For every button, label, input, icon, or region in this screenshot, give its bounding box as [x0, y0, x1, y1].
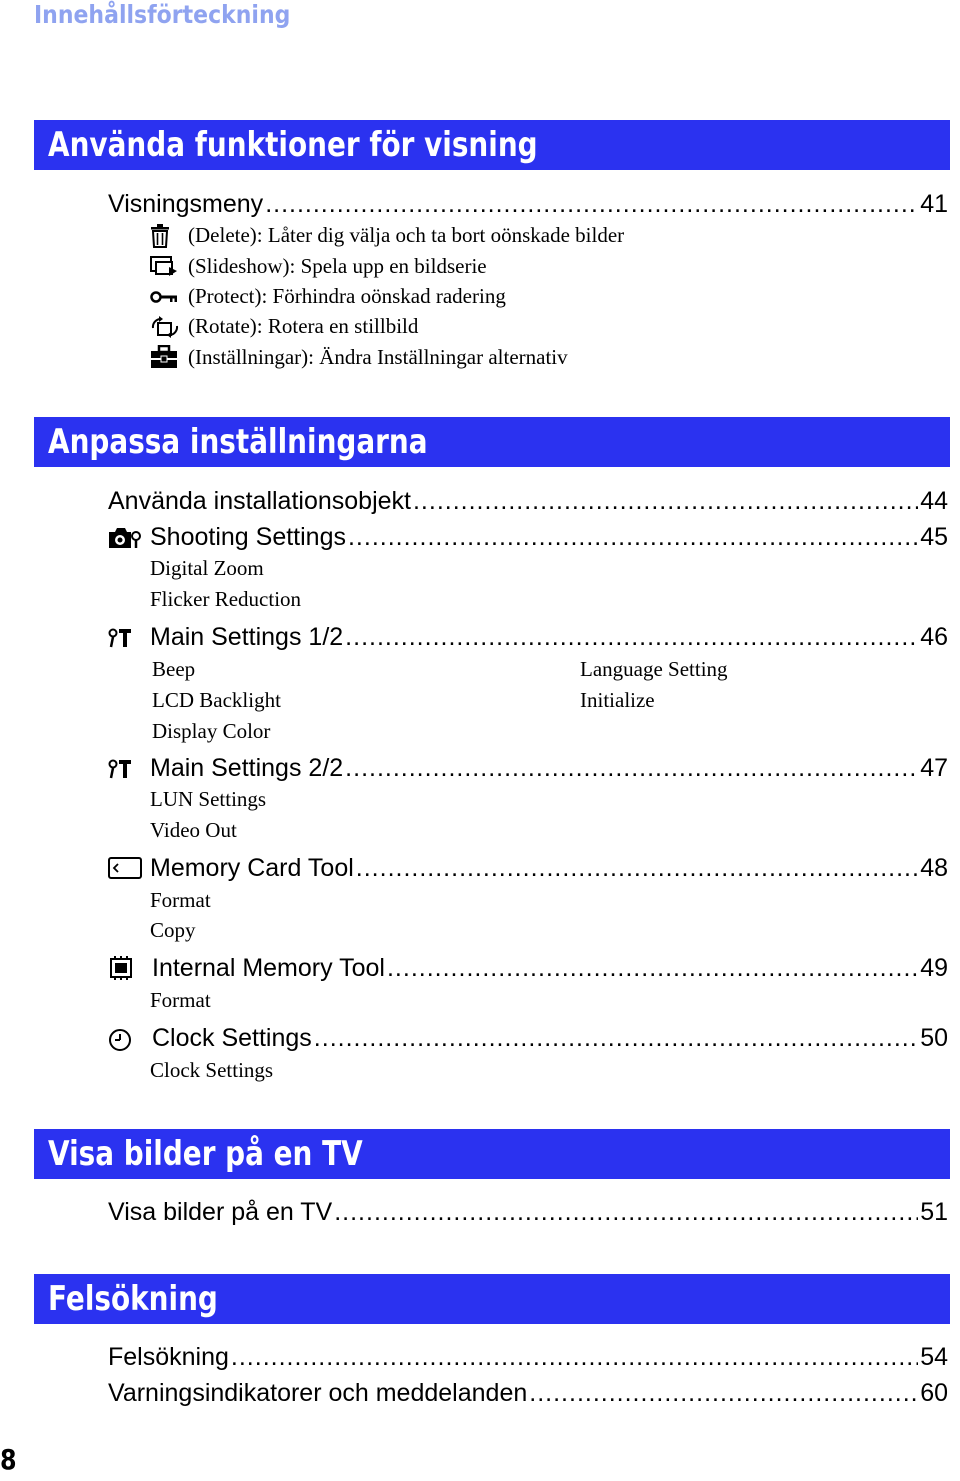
toc-entry-main-settings-1[interactable] [150, 619, 948, 655]
toolbox-icon [150, 345, 178, 369]
leader-dots [345, 623, 918, 652]
entry-page-number: 60 [920, 1378, 948, 1407]
section-title: Felsökning [48, 1279, 218, 1319]
entry-page-number: 44 [920, 486, 948, 515]
toc-entry-varningsindikatorer[interactable] [108, 1375, 948, 1411]
sub-item: Digital Zoom [150, 556, 264, 580]
menu-item-slideshow: (Slideshow): Spela upp en bildserie [188, 254, 487, 278]
sub-item: Initialize [580, 688, 655, 712]
section-header-viewing [34, 120, 950, 170]
entry-page-number: 48 [920, 853, 948, 882]
section-title: Använda funktioner för visning [48, 125, 538, 165]
entry-label: Main Settings 2/2 [150, 753, 344, 782]
leader-dots [356, 854, 918, 883]
entry-page-number: 50 [920, 1023, 948, 1052]
toc-entry-internal-memory-tool[interactable] [152, 950, 948, 986]
toc-entry-main-settings-2[interactable] [150, 750, 948, 786]
entry-label: Visningsmeny [108, 189, 264, 218]
entry-label: Main Settings 1/2 [150, 622, 344, 651]
sub-item: Flicker Reduction [150, 587, 302, 611]
entry-label: Shooting Settings [150, 522, 346, 551]
toc-entry-visa-bilder-tv[interactable] [108, 1194, 948, 1230]
sub-item: Video Out [150, 818, 237, 842]
leader-dots [387, 954, 918, 983]
menu-item-protect: (Protect): Förhindra oönskad radering [188, 284, 506, 308]
entry-page-number: 49 [920, 953, 948, 982]
toc-entry-installationsobjekt[interactable] [108, 483, 948, 519]
entry-label: Memory Card Tool [150, 853, 354, 882]
memory-card-icon [108, 857, 142, 879]
camera-settings-icon [108, 527, 142, 549]
leader-dots [231, 1343, 918, 1372]
leader-dots [334, 1198, 918, 1227]
entry-page-number: 45 [920, 522, 948, 551]
internal-memory-icon [108, 956, 134, 980]
sub-item: LUN Settings [150, 787, 267, 811]
toc-entry-felsokning[interactable] [108, 1339, 948, 1375]
rotate-icon [150, 316, 180, 338]
entry-label: Använda installationsobjekt [108, 486, 411, 515]
entry-label: Clock Settings [152, 1023, 312, 1052]
entry-label: Varningsindikatorer och meddelanden [108, 1378, 528, 1407]
menu-item-delete: (Delete): Låter dig välja och ta bort oönskade bilder [188, 223, 625, 247]
page-number: 8 [0, 1443, 17, 1476]
section-title: Anpassa inställningarna [48, 422, 428, 462]
leader-dots [529, 1379, 918, 1408]
section-header-settings [34, 417, 950, 467]
page-title: Innehållsförteckning [34, 0, 291, 29]
leader-dots [265, 190, 918, 219]
trash-icon [150, 224, 170, 248]
sub-item: Format [150, 888, 211, 912]
sub-item: Beep [152, 657, 196, 681]
leader-dots [314, 1024, 918, 1053]
main-settings-icon [108, 759, 132, 779]
main-settings-icon [108, 628, 132, 648]
sub-item: Format [150, 988, 211, 1012]
entry-page-number: 46 [920, 622, 948, 651]
entry-label: Felsökning [108, 1342, 229, 1371]
entry-page-number: 54 [920, 1342, 948, 1371]
toc-entry-memory-card-tool[interactable] [150, 850, 948, 886]
entry-page-number: 51 [920, 1197, 948, 1226]
menu-item-rotate: (Rotate): Rotera en stillbild [188, 314, 419, 338]
entry-label: Visa bilder på en TV [108, 1197, 333, 1226]
entry-page-number: 47 [920, 753, 948, 782]
leader-dots [413, 487, 918, 516]
leader-dots [348, 523, 918, 552]
entry-label: Internal Memory Tool [152, 953, 385, 982]
toc-entry-shooting-settings[interactable] [150, 519, 948, 555]
entry-page-number: 41 [920, 189, 948, 218]
clock-icon [108, 1028, 132, 1052]
key-icon [150, 290, 178, 304]
toc-entry-visningsmeny[interactable] [108, 186, 948, 222]
sub-item: LCD Backlight [152, 688, 281, 712]
sub-item: Display Color [152, 719, 271, 743]
slideshow-icon [150, 256, 178, 278]
section-header-tv [34, 1129, 950, 1179]
section-title: Visa bilder på en TV [48, 1134, 363, 1174]
menu-item-settings: (Inställningar): Ändra Inställningar alternativ [188, 345, 568, 369]
leader-dots [345, 754, 918, 783]
section-header-troubleshooting [34, 1274, 950, 1324]
toc-entry-clock-settings[interactable] [152, 1020, 948, 1056]
sub-item: Clock Settings [150, 1058, 274, 1082]
sub-item: Language Setting [580, 657, 728, 681]
sub-item: Copy [150, 918, 196, 942]
